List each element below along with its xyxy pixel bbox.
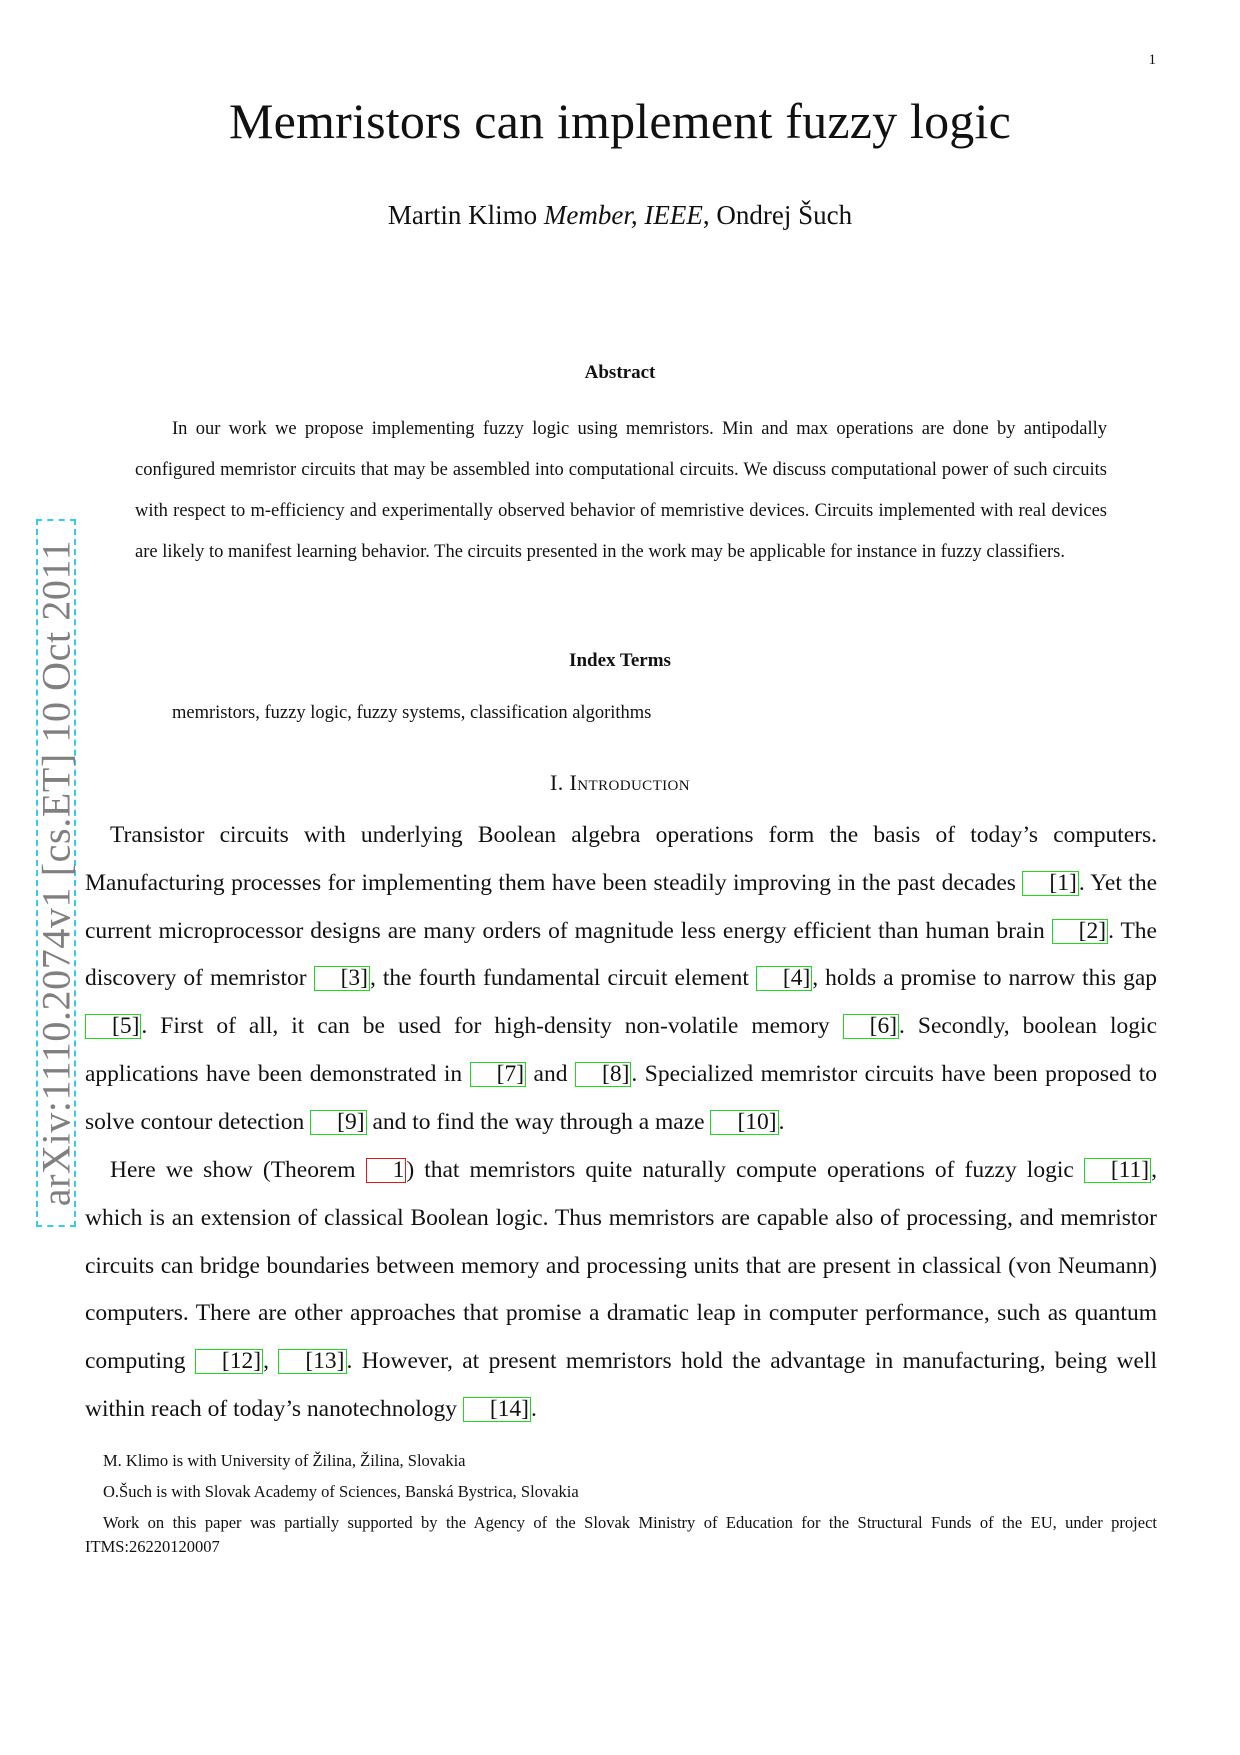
text-span: , which is an extension of classical Boolean logic. Thus memristors are capable also of processing, and memristor circuits can bridge boundaries between memory and processing units that are present in classical (von Neumann) computers. There are other approaches that promise a dramatic leap in computer performance, such as quantum computing <box>85 1157 1157 1375</box>
citation-link[interactable]: [11] <box>1084 1158 1151 1183</box>
author-1: Martin Klimo <box>387 200 538 230</box>
theorem-reference-link[interactable]: 1 <box>366 1158 407 1183</box>
text-span: and to find the way through a maze <box>366 1108 711 1135</box>
author-line <box>0 200 1240 231</box>
text-span: ) that memristors quite naturally compute operations of fuzzy logic <box>406 1157 1084 1183</box>
paper-title: Memristors can implement fuzzy logic <box>229 93 1011 149</box>
citation-link[interactable]: [9] <box>310 1110 366 1135</box>
text-span: . Specialized memristor circuits have been proposed to solve contour detection <box>85 1060 1157 1135</box>
page-number: 1 <box>1148 52 1156 68</box>
text-span: . <box>531 1395 537 1422</box>
author-1-membership: Member, IEEE <box>543 200 703 230</box>
text-span: , <box>263 1348 279 1375</box>
section-number: I. <box>550 770 564 795</box>
citation-link[interactable]: [14] <box>463 1397 531 1422</box>
citation-link[interactable]: [2] <box>1052 919 1108 944</box>
footnote-funding: Work on this paper was partially supported by the Agency of the Slovak Ministry of Education for the Structural Funds of the EU, under project ITMS:26220120007 <box>85 1513 1157 1556</box>
text-span: . <box>778 1108 785 1135</box>
intro-paragraph-2 <box>85 1147 1157 1434</box>
text-span: and <box>526 1060 575 1087</box>
index-terms-heading: Index Terms <box>569 650 671 671</box>
citation-link[interactable]: [5] <box>85 1014 141 1039</box>
section-heading-introduction <box>0 770 1240 796</box>
citation-link[interactable]: [13] <box>278 1349 346 1374</box>
citation-link[interactable]: [1] <box>1022 871 1078 896</box>
footnotes <box>85 1449 1157 1566</box>
citation-link[interactable]: [3] <box>314 966 370 991</box>
abstract-heading: Abstract <box>584 362 656 383</box>
text-span: . First of all, it can be used for high-density non-volatile memory <box>141 1013 843 1040</box>
footnote-affiliation-1: M. Klimo is with University of Žilina, Žilina, Slovakia <box>103 1451 466 1470</box>
text-span: Transistor circuits with underlying Boolean algebra operations form the basis of today’s computers. Manufacturing processes for implementing them have been steadily improving in the past decades <box>85 822 1157 896</box>
footnote-affiliation-2: O.Šuch is with Slovak Academy of Sciences, Banská Bystrica, Slovakia <box>103 1482 579 1501</box>
citation-link[interactable]: [6] <box>843 1014 899 1039</box>
text-span: Here we show (Theorem <box>110 1157 366 1183</box>
intro-paragraph-1 <box>85 812 1157 1147</box>
text-span: . Secondly, boolean logic applications have been demonstrated in <box>85 1013 1157 1087</box>
author-2: Ondrej Šuch <box>716 200 853 230</box>
text-span: . The discovery of memristor <box>85 917 1157 992</box>
citation-link[interactable]: [12] <box>195 1349 263 1374</box>
text-span: . Yet the current microprocessor designs are many orders of magnitude less energy efficient than human brain <box>85 869 1158 944</box>
index-terms-text: memristors, fuzzy logic, fuzzy systems, classification algorithms <box>172 703 652 723</box>
text-span: , the fourth fundamental circuit element <box>369 965 756 992</box>
text-span: . However, at present memristors hold the advantage in manufacturing, being well within reach of today’s nanotechnology <box>85 1348 1157 1422</box>
section-title: Introduction <box>569 770 690 795</box>
abstract-text: In our work we propose implementing fuzzy logic using memristors. Min and max operations are done by antipodally configured memristor circuits that may be assembled into computational circuits. We discuss computational power of such circuits with respect to m-efficiency and experimentally observed behavior of memristive devices. Circuits implemented with real devices are likely to manifest learning behavior. The circuits presented in the work may be applicable for instance in fuzzy classifiers. <box>135 419 1107 562</box>
author-separator: , <box>702 200 717 230</box>
citation-link[interactable]: [7] <box>470 1062 526 1087</box>
citation-link[interactable]: [4] <box>756 966 812 991</box>
citation-link[interactable]: [10] <box>710 1110 778 1135</box>
citation-link[interactable]: [8] <box>575 1062 631 1087</box>
text-span: , holds a promise to narrow this gap <box>812 965 1158 992</box>
arxiv-identifier[interactable]: arXiv:1110.2074v1 [cs.ET] 10 Oct 2011 <box>33 539 79 1207</box>
